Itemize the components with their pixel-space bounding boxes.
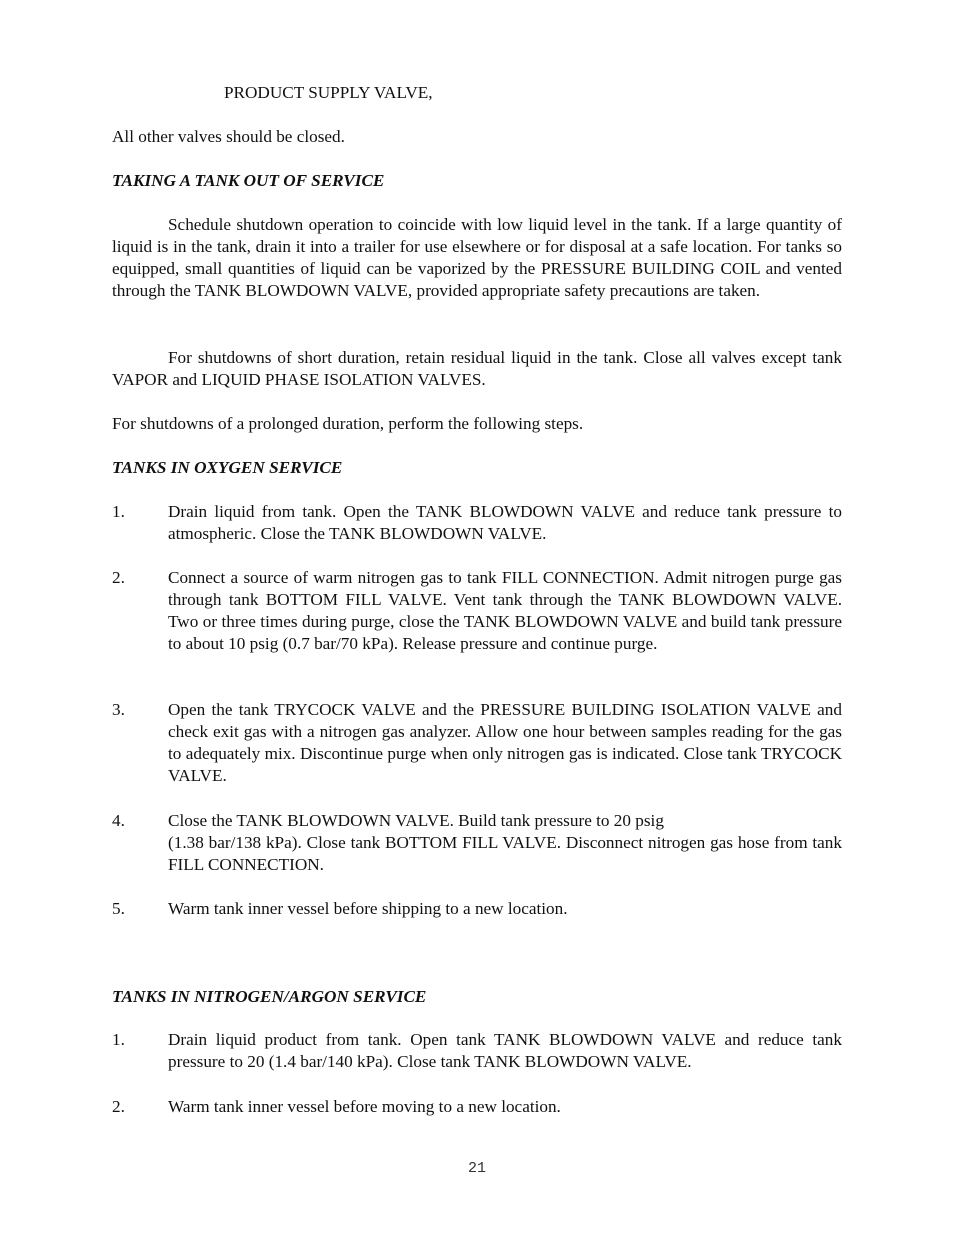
step-text: Warm tank inner vessel before moving to a new location. — [168, 1097, 561, 1116]
step-number: 1. — [112, 1030, 125, 1049]
page-number: 21 — [467, 1160, 486, 1177]
paragraph-prolonged-shutdown: For shutdowns of a prolonged duration, perform the following steps. — [112, 414, 584, 433]
step-number: 3. — [112, 700, 125, 719]
oxygen-step-4 — [112, 810, 842, 876]
nitrogen-step-1 — [112, 1029, 842, 1073]
step-text: Warm tank inner vessel before shipping to a new location. — [168, 899, 568, 918]
section-heading-nitrogen-argon: TANKS IN NITROGEN/ARGON SERVICE — [112, 987, 427, 1006]
oxygen-step-3 — [112, 699, 842, 787]
closing-instruction: All other valves should be closed. — [112, 127, 345, 146]
nitrogen-step-2 — [112, 1096, 842, 1118]
step-text: Drain liquid product from tank. Open tank TANK BLOWDOWN VALVE and reduce tank pressure to 20 (1.4 bar/140 kPa). Close tank TANK BLOWDOWN VALVE. — [168, 1030, 842, 1071]
step-text-rest: (1.38 bar/138 kPa). Close tank BOTTOM FILL VALVE. Disconnect nitrogen gas hose from tank FILL CONNECTION. — [168, 833, 842, 874]
oxygen-step-1 — [112, 501, 842, 545]
step-text: Connect a source of warm nitrogen gas to tank FILL CONNECTION. Admit nitrogen purge gas through tank BOTTOM FILL VALVE. Vent tank through the TANK BLOWDOWN VALVE. Two or three times during purge, close the TANK BLOWDOWN VALVE and build tank pressure to about 10 psig (0.7 bar/70 kPa). Release pressure and continue purge. — [168, 568, 842, 653]
step-text — [168, 810, 842, 876]
paragraph-short-shutdown: For shutdowns of short duration, retain residual liquid in the tank. Close all valves except tank VAPOR and LIQUID PHASE ISOLATION VALVES. — [112, 348, 842, 389]
section-heading-out-of-service: TAKING A TANK OUT OF SERVICE — [112, 171, 385, 190]
paragraph-schedule-shutdown: Schedule shutdown operation to coincide with low liquid level in the tank. If a large quantity of liquid is in the tank, drain it into a trailer for use elsewhere or for disposal at a safe location. For tanks so equipped, small quantities of liquid can be vaporized by the PRESSURE BUILDING COIL and vented through the TANK BLOWDOWN VALVE, provided appropriate safety precautions are taken. — [112, 215, 842, 300]
section-heading-oxygen: TANKS IN OXYGEN SERVICE — [112, 458, 343, 477]
step-text: Drain liquid from tank. Open the TANK BLOWDOWN VALVE and reduce tank pressure to atmospheric. Close the TANK BLOWDOWN VALVE. — [168, 502, 842, 543]
step-number: 2. — [112, 1097, 125, 1116]
oxygen-step-2 — [112, 567, 842, 655]
product-supply-valve-line: PRODUCT SUPPLY VALVE, — [224, 83, 433, 102]
step-number: 5. — [112, 899, 125, 918]
step-number: 4. — [112, 811, 125, 830]
step-number: 2. — [112, 568, 125, 587]
step-text: Open the tank TRYCOCK VALVE and the PRESSURE BUILDING ISOLATION VALVE and check exit gas with a nitrogen gas analyzer. Allow one hour between samples reading for the gas to adequately mix. Discontinue purge when only nitrogen gas is indicated. Close tank TRYCOCK VALVE. — [168, 700, 842, 785]
oxygen-step-5 — [112, 898, 842, 920]
step-text-line1: Close the TANK BLOWDOWN VALVE. Build tank pressure to 20 psig — [168, 811, 664, 830]
step-number: 1. — [112, 502, 125, 521]
